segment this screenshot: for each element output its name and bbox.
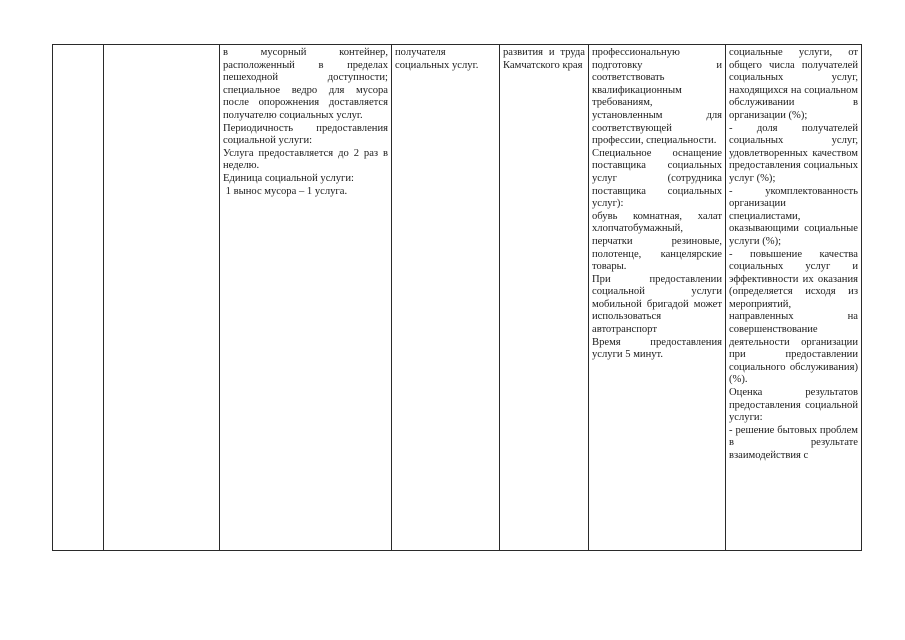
cell-number <box>53 45 104 551</box>
cell-service-name <box>104 45 220 551</box>
unit-label: Единица социальной услуги: <box>223 172 354 184</box>
cell-recipient: получателя социальных услуг. <box>392 45 500 551</box>
cell-service-description <box>220 45 392 551</box>
conditions-text-3: обувь комнатная, халат хлопчатобумажный, перчатки резиновые, полотенце, канцелярские товары. <box>592 210 722 273</box>
indicator-text-4: - повышение качества социальных услуг и эффективности их оказания (определяется исходя из мероприятий, направленных на совершенствование деятельности организации при предоставлении социального обслуживания) (%). <box>729 248 858 386</box>
conditions-text-5: Время предоставления услуги 5 минут. <box>592 336 722 361</box>
periodicity-label: Периодичность предоставления социальной услуги: <box>223 122 388 147</box>
table-row <box>53 45 862 551</box>
unit-value: 1 вынос мусора – 1 услуга. <box>223 185 348 197</box>
indicator-text-5: Оценка результатов предоставления социальной услуги: <box>729 387 858 424</box>
cell-indicators <box>726 45 862 551</box>
conditions-text-1: профессиональную подготовку и соответствовать квалификационным требованиям, установленным для соответствующей профессии, специальности. <box>592 47 722 147</box>
indicator-text-3: - укомплектованность организации специалистами, оказывающими социальные услуги (%); <box>729 185 858 247</box>
services-table <box>52 44 862 551</box>
periodicity-value: Услуга предоставляется до 2 раз в неделю. <box>223 147 388 172</box>
indicator-text-2: - доля получателей социальных услуг, удовлетворенных качеством предоставления социальных услуг (%); <box>729 122 858 184</box>
description-text: в мусорный контейнер, расположенный в пределах пешеходной доступности; специальное ведро для мусора после опорожнения доставляется получателю социальных услуг. <box>223 47 388 121</box>
indicator-text-1: социальные услуги, от общего числа получателей социальных услуг, находящихся на социальном обслуживании в организации (%); <box>729 47 858 121</box>
indicator-text-6: - решение бытовых проблем в результате взаимодействия с <box>729 424 858 461</box>
cell-conditions <box>589 45 726 551</box>
conditions-text-2: Специальное оснащение поставщика социальных услуг (сотрудника поставщика социальных услуг): <box>592 147 722 210</box>
cell-ministry: развития и труда Камчатского края <box>500 45 589 551</box>
conditions-text-4: При предоставлении социальной услуги мобильной бригадой может использоваться автотранспорт <box>592 273 722 336</box>
